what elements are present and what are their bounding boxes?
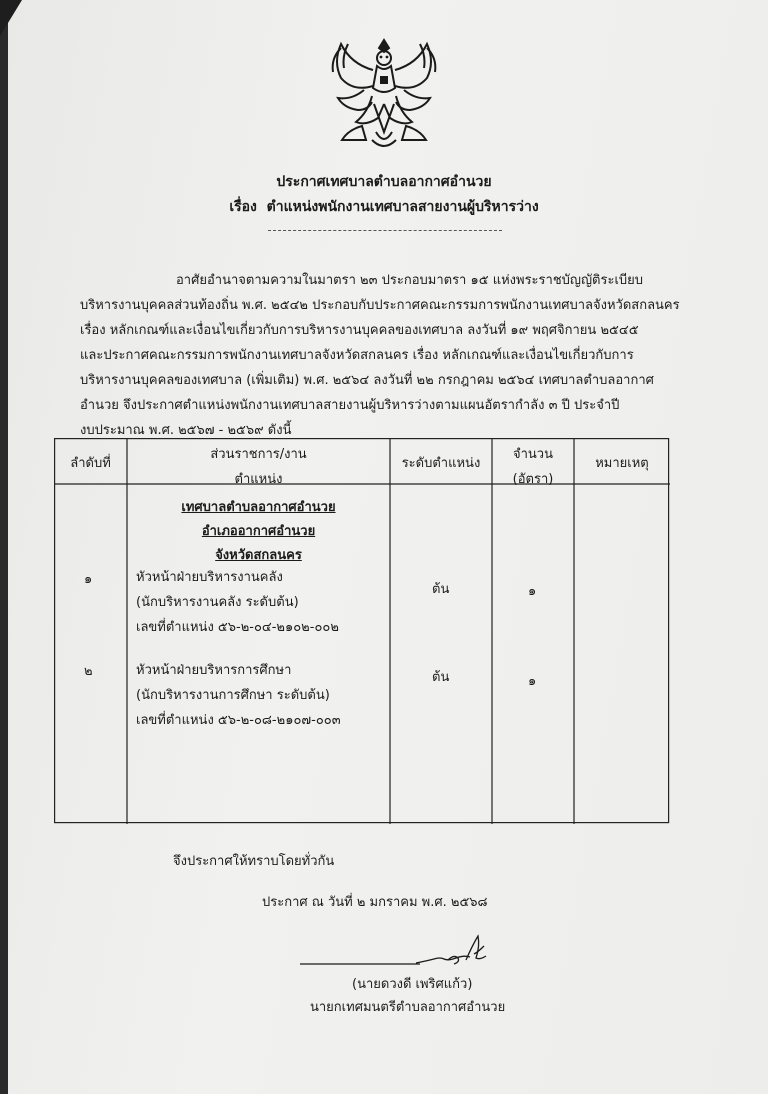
- body-line: อาศัยอำนาจตามความในมาตรา ๒๓ ประกอบมาตรา ๑๕ แห่งพระราชบัญญัติระเบียบ: [176, 273, 644, 288]
- subject-text: ตำแหน่งพนักงานเทศบาลสายงานผู้บริหารว่าง: [266, 199, 539, 215]
- signer-title: นายกเทศมนตรีตำบลอากาศอำนวย: [310, 1000, 506, 1015]
- positions-table: [54, 438, 670, 824]
- row-position: หัวหน้าฝ่ายบริหารการศึกษา: [136, 663, 292, 678]
- org-province: จังหวัดสกลนคร: [215, 548, 302, 563]
- row-position-no: เลขที่ตำแหน่ง ๕๖-๒-๐๘-๒๑๐๗-๐๐๓: [136, 713, 341, 728]
- row-no: ๒: [84, 664, 93, 679]
- row-line-title: (นักบริหารงานการศึกษา ระดับต้น): [136, 688, 330, 703]
- announcement-text: จึงประกาศให้ทราบโดยทั่วกัน: [173, 854, 335, 869]
- header-level: ระดับตำแหน่ง: [401, 456, 481, 471]
- row-level: ต้น: [432, 670, 450, 685]
- header-count-line2: (อัตรา): [512, 472, 554, 487]
- header-no: ลำดับที่: [70, 456, 111, 471]
- garuda-emblem-icon: [318, 34, 450, 154]
- body-line: บริหารงานบุคคลของเทศบาล (เพิ่มเติม) พ.ศ. ๒๕๖๔ ลงวันที่ ๒๒ กรกฎาคม ๒๕๖๔ เทศบาลตำบลอากาศ: [80, 373, 654, 388]
- row-no: ๑: [84, 572, 93, 587]
- announcement-date: ประกาศ ณ วันที่ ๒ มกราคม พ.ศ. ๒๕๖๘: [262, 895, 488, 910]
- header-unit-line2: ตำแหน่ง: [234, 472, 283, 487]
- org-district: อำเภออากาศอำนวย: [201, 524, 316, 539]
- title-divider: [268, 230, 502, 231]
- body-line: บริหารงานบุคคลส่วนท้องถิ่น พ.ศ. ๒๕๔๒ ประกอบกับประกาศคณะกรรมการพนักงานเทศบาลจังหวัดสกลนคร: [80, 298, 680, 313]
- row-position: หัวหน้าฝ่ายบริหารงานคลัง: [136, 570, 283, 585]
- org-municipality: เทศบาลตำบลอากาศอำนวย: [181, 500, 336, 515]
- subject-label: เรื่อง: [229, 199, 257, 215]
- document-subject: [0, 196, 768, 218]
- document-title: ประกาศเทศบาลตำบลอากาศอำนวย: [276, 174, 492, 190]
- row-position-no: เลขที่ตำแหน่ง ๕๖-๒-๐๔-๒๑๐๒-๐๐๒: [136, 620, 339, 635]
- row-count: ๑: [528, 584, 537, 599]
- header-unit: [127, 443, 390, 489]
- header-count: [492, 443, 574, 489]
- row-line-title: (นักบริหารงานคลัง ระดับต้น): [136, 595, 299, 610]
- body-line: เรื่อง หลักเกณฑ์และเงื่อนไขเกี่ยวกับการบริหารงานบุคคลของเทศบาล ลงวันที่ ๑๙ พฤศจิกายน ๒๕๔๕: [80, 323, 639, 338]
- body-line: อำนวย จึงประกาศตำแหน่งพนักงานเทศบาลสายงานผู้บริหารว่างตามแผนอัตรากำลัง ๓ ปี ประจำปี: [80, 398, 620, 413]
- header-count-line1: จำนวน: [513, 447, 553, 462]
- signer-name: (นายดวงดี เพริศแก้ว): [352, 977, 473, 992]
- body-line: และประกาศคณะกรรมการพนักงานเทศบาลจังหวัดสกลนคร เรื่อง หลักเกณฑ์และเงื่อนไขเกี่ยวกับการ: [80, 348, 634, 363]
- row-level: ต้น: [432, 582, 450, 597]
- body-line: งบประมาณ พ.ศ. ๒๕๖๗ - ๒๕๖๙ ดังนี้: [80, 423, 292, 438]
- header-note: หมายเหตุ: [595, 456, 649, 471]
- row-count: ๑: [528, 674, 537, 689]
- header-unit-line1: ส่วนราชการ/งาน: [210, 447, 307, 462]
